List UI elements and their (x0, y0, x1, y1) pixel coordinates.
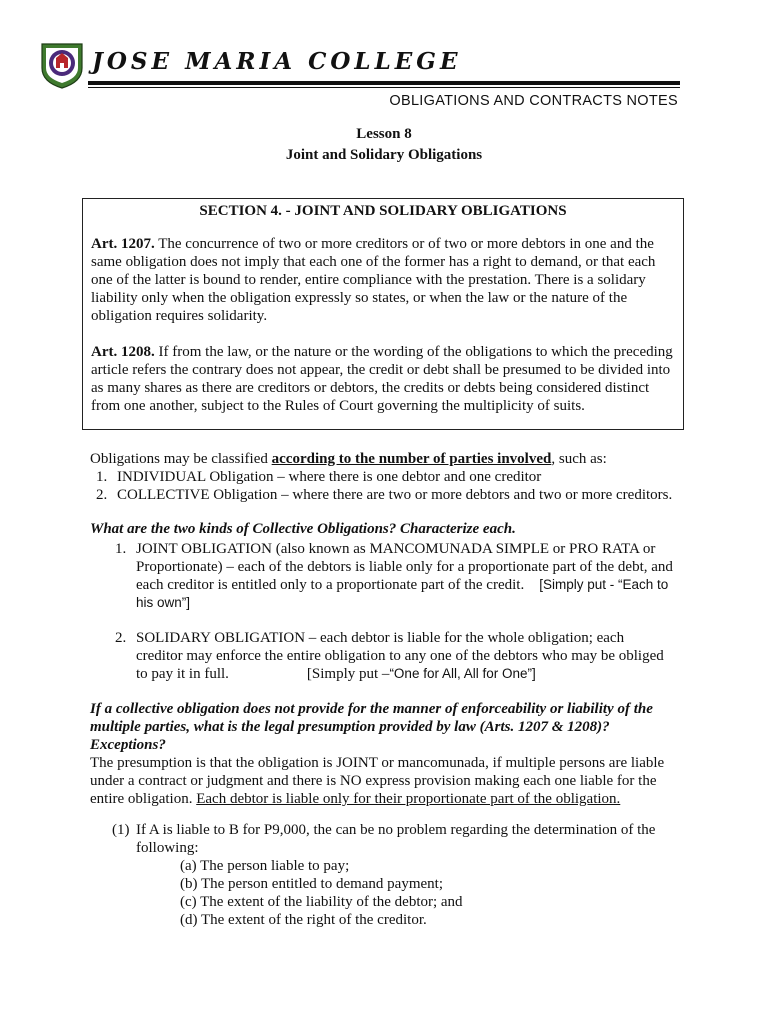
subitem-label: (d) (180, 912, 198, 928)
answer-line: to pay it in full. (136, 666, 229, 682)
article-1208 (91, 343, 677, 415)
lesson-title: Joint and Solidary Obligations (285, 147, 483, 163)
subitem-text: The person entitled to demand payment; (200, 876, 443, 892)
question-collective-kinds: What are the two kinds of Collective Obligations? Characterize each. (90, 521, 516, 537)
example-text (136, 821, 678, 857)
subitem-label: (a) (180, 858, 197, 874)
list-num: 2. (115, 630, 127, 646)
answer-line: creditor may enforce the entire obligation to any one of the debtors who may be obliged (136, 648, 664, 664)
answer-line: JOINT OBLIGATION (also known as MANCOMUNADA SIMPLE or PRO RATA or (136, 541, 656, 557)
question-line: If a collective obligation does not provide for the manner of enforceability or liability of the (90, 701, 653, 717)
simply-put-note: his own”] (136, 595, 191, 610)
art-1207-text: liability only when the obligation expressly so states, or when the law or the nature of the (91, 290, 628, 306)
art-1207-label: Art. 1207. (91, 236, 155, 252)
college-name: JOSE MARIA COLLEGE (92, 48, 462, 75)
example-subitem (180, 875, 463, 893)
example-line: If A is liable to B for P9,000, the can be no problem regarding the determination of the (136, 822, 656, 838)
art-1207-text: The concurrence of two or more creditors or of two or more debtors in one and the (154, 236, 654, 252)
intro-emphasis: according to the number of parties involved (271, 451, 552, 467)
question-legal-presumption (90, 700, 653, 754)
answer-line: SOLIDARY OBLIGATION – each debtor is liable for the whole obligation; each (136, 630, 625, 646)
example-subitem (180, 857, 463, 875)
example-sublist (180, 857, 463, 929)
lesson-number: Lesson 8 (356, 126, 412, 142)
list-num: 2. (96, 487, 108, 503)
art-1208-text: article refers the contrary does not appear, the credit or debt shall be presumed to be divided into (91, 362, 671, 378)
subitem-label: (c) (180, 894, 197, 910)
solidary-obligation-answer (136, 629, 678, 683)
intro-text: , such as: (551, 451, 607, 467)
list-num: 1. (115, 541, 127, 557)
simply-put-note: “One for All, All for One”] (389, 666, 536, 681)
example-num: (1) (112, 822, 130, 838)
art-1207-text: one of the latter is bound to render, entire compliance with the prestation. There is a solidary (91, 272, 646, 288)
header-rule-thin (88, 87, 680, 88)
article-1207 (91, 235, 677, 325)
example-line: following: (136, 840, 199, 856)
joint-obligation-answer (136, 540, 678, 612)
answer-line: under a contract or judgment and there is NO express provision making each one liable for the (90, 773, 657, 789)
classification-intro (90, 450, 607, 468)
subitem-text: The extent of the liability of the debtor; and (200, 894, 463, 910)
example-subitem (180, 893, 463, 911)
intro-text: Obligations may be classified (90, 451, 272, 467)
art-1207-text: same obligation does not imply that each one of the former has a right to demand, or that each (91, 254, 656, 270)
answer-line: each creditor is entitled only to a proportionate part of the credit. (136, 577, 525, 593)
subitem-text: The person liable to pay; (200, 858, 350, 874)
collective-obligation-item: COLLECTIVE Obligation – where there are two or more debtors and two or more creditors. (117, 487, 673, 503)
section-title: SECTION 4. - JOINT AND SOLIDARY OBLIGATIONS (199, 203, 567, 219)
section-box (82, 198, 684, 430)
answer-line: The presumption is that the obligation is JOINT or mancomunada, if multiple persons are liable (90, 755, 665, 771)
question-line: Exceptions? (90, 737, 166, 753)
example-subitem (180, 911, 463, 929)
college-seal-logo (36, 38, 88, 90)
art-1208-text: from one another, subject to the Rules of Court governing the multiplicity of suits. (91, 398, 585, 414)
art-1208-text: If from the law, or the nature or the wording of the obligations to which the preceding (154, 344, 673, 360)
art-1208-text: as many shares as there are creditors or debtors, the credits or debts being considered distinct (91, 380, 650, 396)
art-1208-label: Art. 1208. (91, 344, 155, 360)
answer-line: Proportionate) – each of the debtors is liable only for a proportionate part of the debt, and (136, 559, 673, 575)
subitem-text: The extent of the right of the creditor. (200, 912, 427, 928)
notes-title: OBLIGATIONS AND CONTRACTS NOTES (389, 93, 678, 109)
question-line: multiple parties, what is the legal presumption provided by law (Arts. 1207 & 1208)? (90, 719, 610, 735)
subitem-label: (b) (180, 876, 198, 892)
header-rule-thick (88, 81, 680, 85)
list-num: 1. (96, 469, 108, 485)
individual-obligation-item: INDIVIDUAL Obligation – where there is one debtor and one creditor (117, 469, 542, 485)
art-1207-text: obligation requires solidarity. (91, 308, 268, 324)
simply-put-note: [Simply put - “Each to (539, 577, 669, 592)
simply-put-note: [Simply put – (306, 666, 390, 682)
answer-emphasis: Each debtor is liable only for their proportionate part of the obligation. (196, 791, 621, 807)
answer-line: entire obligation. (90, 791, 197, 807)
presumption-answer (90, 754, 678, 808)
